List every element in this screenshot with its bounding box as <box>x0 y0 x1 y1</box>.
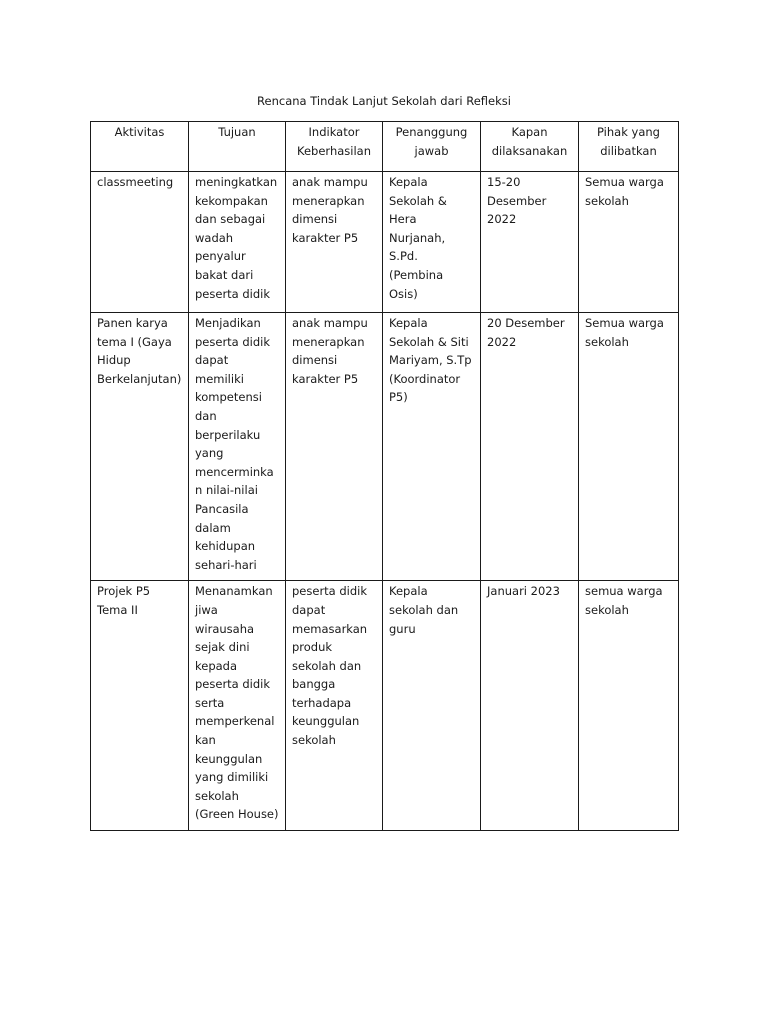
cell-pihak: Semua warga sekolah <box>579 172 679 313</box>
cell-aktivitas: Panen karya tema I (Gaya Hidup Berkelanjutan) <box>91 313 189 581</box>
document-title: Rencana Tindak Lanjut Sekolah dari Refleksi <box>257 94 511 108</box>
table-row <box>91 581 679 831</box>
cell-pihak: Semua warga sekolah <box>579 313 679 581</box>
header-penanggung-jawab: Penanggung jawab <box>383 122 481 172</box>
cell-pihak: semua warga sekolah <box>579 581 679 831</box>
cell-kapan: 20 Desember 2022 <box>481 313 579 581</box>
table-row <box>91 313 679 581</box>
cell-penanggung-jawab: Kepala sekolah dan guru <box>383 581 481 831</box>
cell-tujuan: Menjadikan peserta didik dapat memiliki kompetensi dan berperilaku yang mencerminkan nilai-nilai Pancasila dalam kehidupan sehari-hari <box>189 313 286 581</box>
table-header-row <box>91 122 679 172</box>
header-kapan-dilaksanakan: Kapan dilaksanakan <box>481 122 579 172</box>
cell-indikator: anak mampu menerapkan dimensi karakter P5 <box>286 172 383 313</box>
cell-kapan: Januari 2023 <box>481 581 579 831</box>
cell-penanggung-jawab: Kepala Sekolah & Hera Nurjanah, S.Pd. (Pembina Osis) <box>383 172 481 313</box>
cell-aktivitas: classmeeting <box>91 172 189 313</box>
cell-penanggung-jawab: Kepala Sekolah & Siti Mariyam, S.Tp (Koordinator P5) <box>383 313 481 581</box>
action-plan-table <box>90 121 679 831</box>
cell-tujuan: meningkatkan kekompakan dan sebagai wadah penyalur bakat dari peserta didik <box>189 172 286 313</box>
header-indikator-keberhasilan: Indikator Keberhasilan <box>286 122 383 172</box>
cell-indikator: anak mampu menerapkan dimensi karakter P5 <box>286 313 383 581</box>
cell-tujuan: Menanamkan jiwa wirausaha sejak dini kepada peserta didik serta memperkenalkan keunggulan yang dimiliki sekolah (Green House) <box>189 581 286 831</box>
header-aktivitas: Aktivitas <box>91 122 189 172</box>
table-row <box>91 172 679 313</box>
cell-kapan: 15-20 Desember 2022 <box>481 172 579 313</box>
cell-indikator: peserta didik dapat memasarkan produk sekolah dan bangga terhadapa keunggulan sekolah <box>286 581 383 831</box>
header-tujuan: Tujuan <box>189 122 286 172</box>
header-pihak-yang-dilibatkan: Pihak yang dilibatkan <box>579 122 679 172</box>
cell-aktivitas: Projek P5 Tema II <box>91 581 189 831</box>
